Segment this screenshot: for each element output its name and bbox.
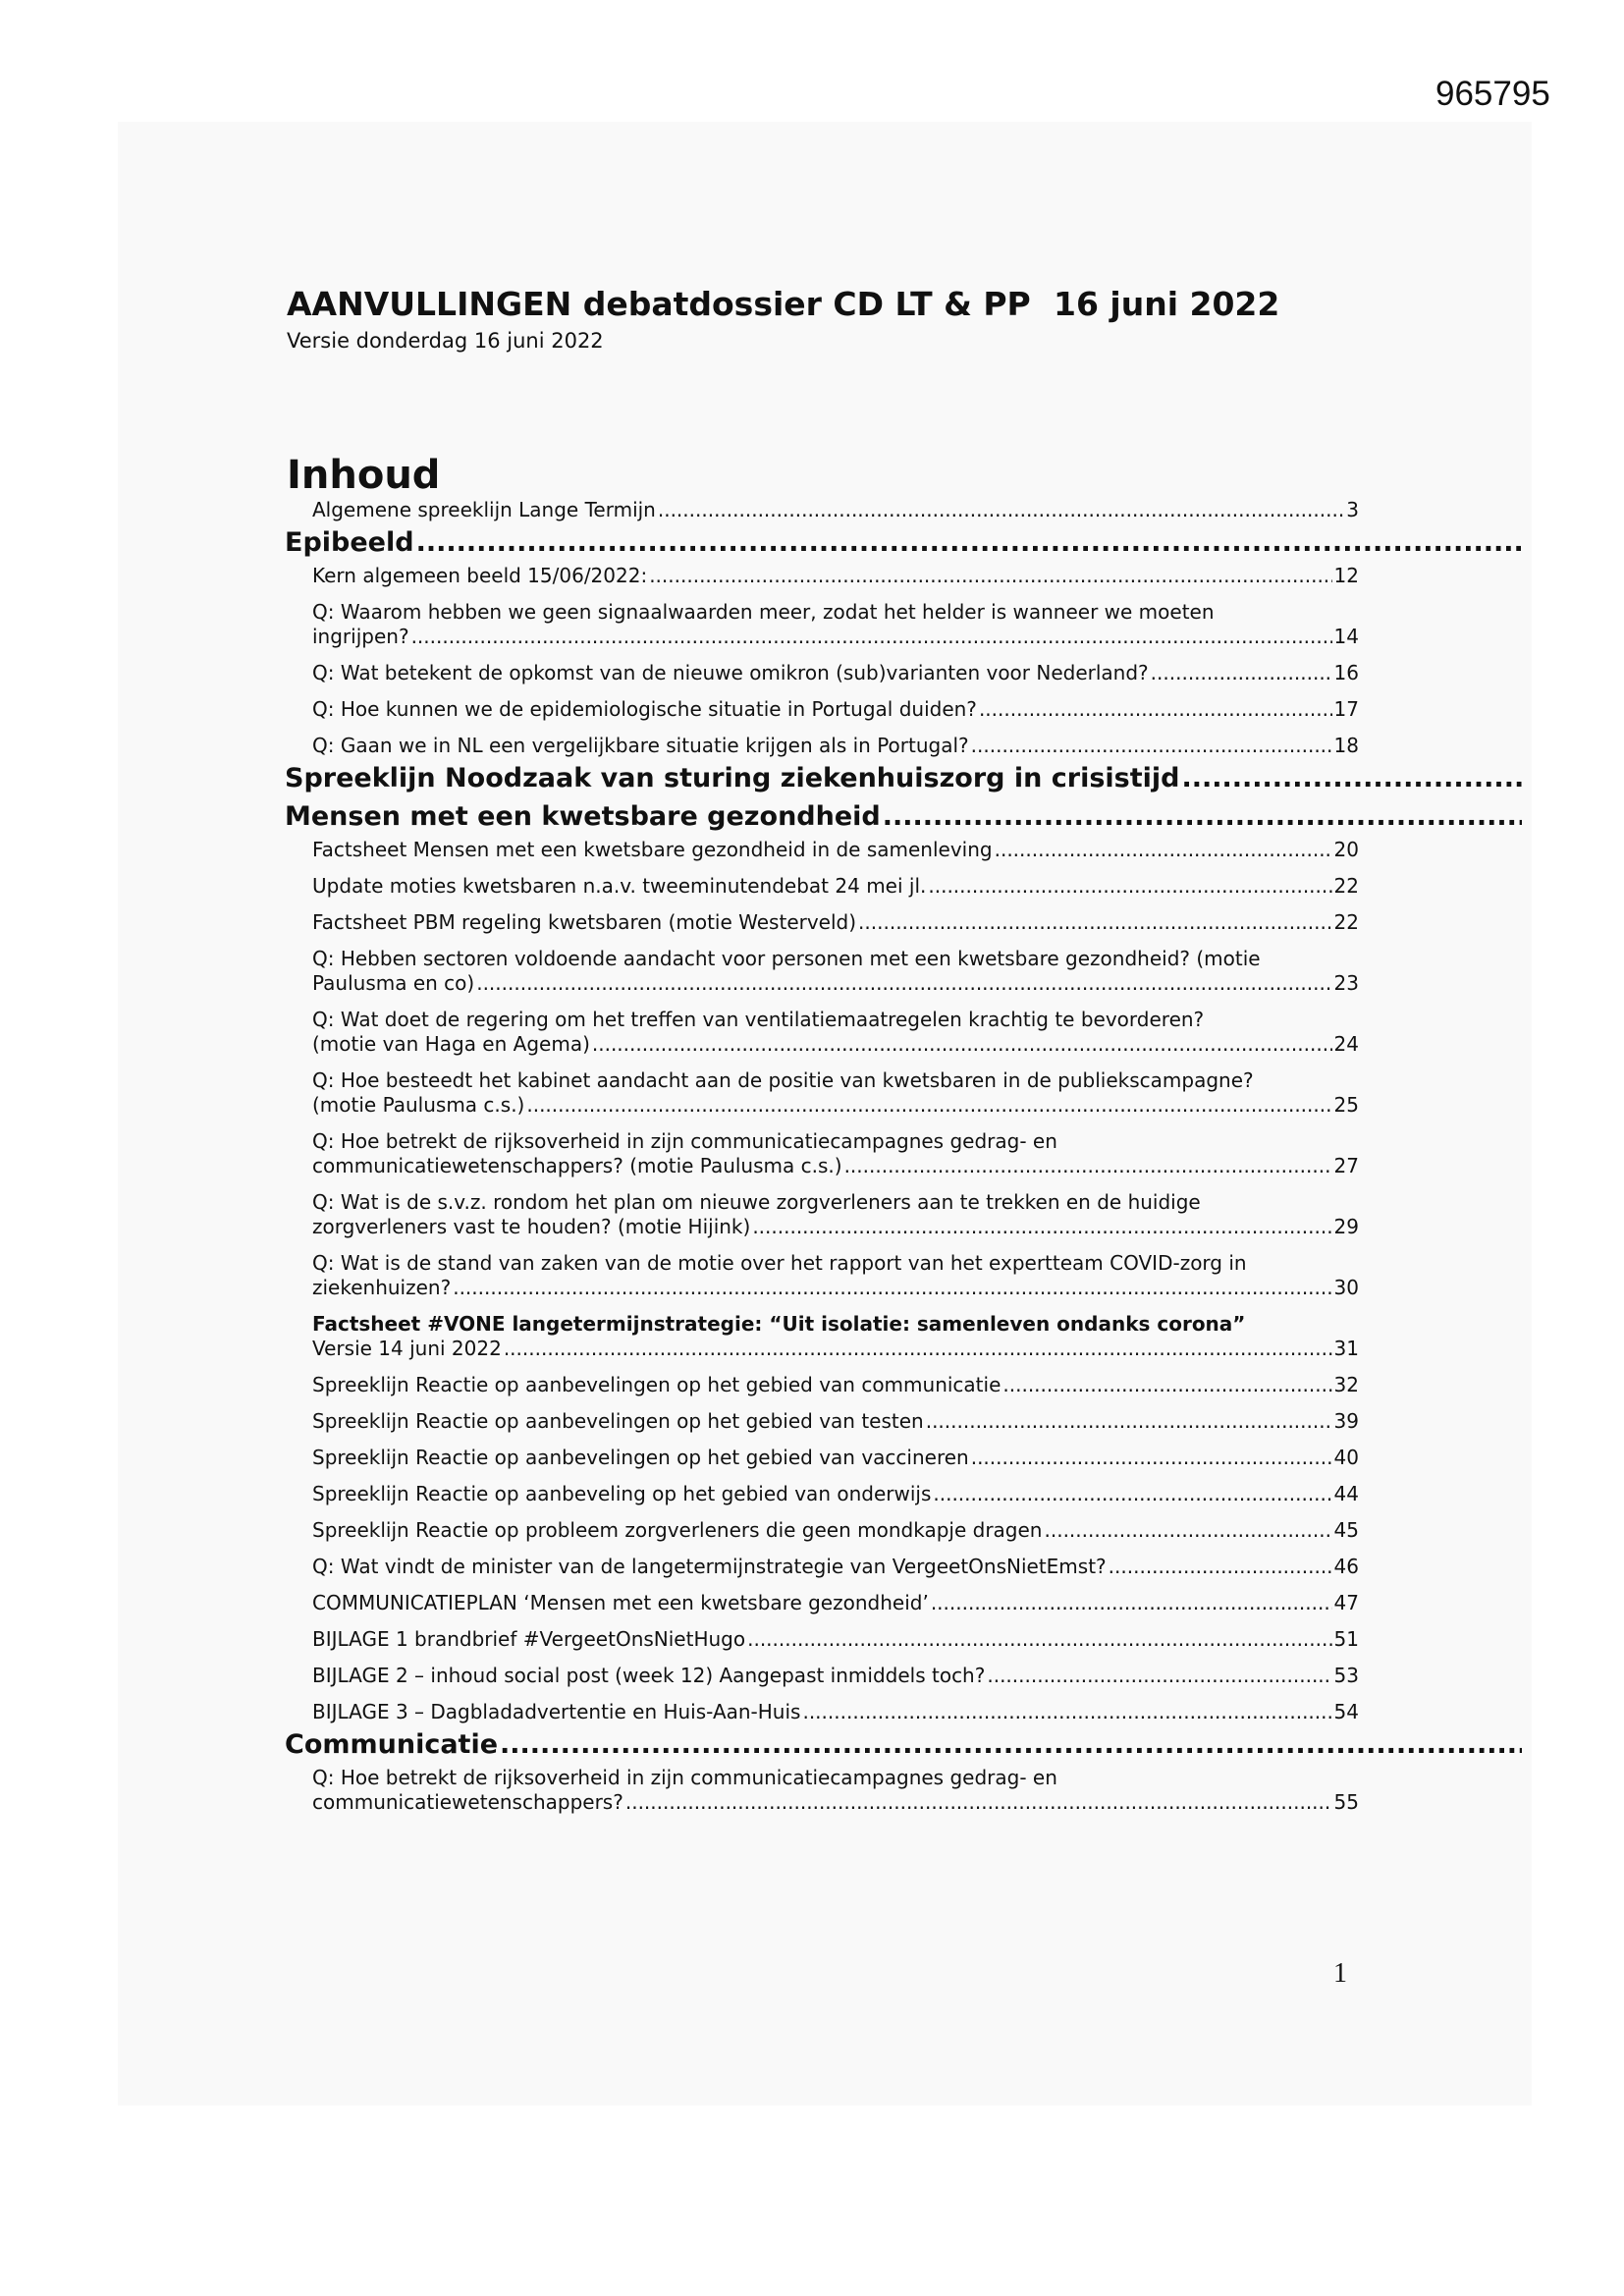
toc-entry[interactable] [312,1409,1359,1434]
toc-page-number: 30 [1333,1276,1359,1299]
toc-entry-text: Spreeklijn Reactie op probleem zorgverleners die geen mondkapje dragen [312,1518,1043,1542]
toc-entry-text: ingrijpen? [312,625,409,648]
dot-leader [526,1093,1331,1118]
title-text: AANVULLINGEN debatdossier CD LT & PP [287,285,1031,323]
toc-page-number: 16 [1333,661,1359,684]
toc-section[interactable] [285,525,1524,561]
dot-leader [504,1337,1332,1361]
dot-leader [971,734,1332,758]
toc-entry[interactable] [312,1518,1359,1543]
toc-page-number: 24 [1333,1032,1359,1056]
toc-entry-text: Update moties kwetsbaren n.a.v. tweeminutendebat 24 mei jl. [312,874,927,898]
toc-page-number: 47 [1333,1591,1359,1614]
dot-leader [995,838,1332,862]
document-number: 965795 [1435,75,1550,113]
toc-page-number: 51 [1333,1627,1359,1651]
toc-entry[interactable] [312,1482,1359,1506]
toc-entry-text: BIJLAGE 2 – inhoud social post (week 12) Aangepast inmiddels toch? [312,1664,986,1687]
toc-entry-text: Epibeeld [285,527,414,558]
toc-entry[interactable] [312,734,1359,758]
toc-entry-line1: Q: Hoe betrekt de rijksoverheid in zijn communicatiecampagnes gedrag- en [312,1129,1057,1153]
toc-entry-text: Kern algemeen beeld 15/06/2022: [312,564,648,587]
toc-page-number: 22 [1333,874,1359,898]
dot-leader [1002,1373,1331,1397]
toc-entry-text: BIJLAGE 1 brandbrief #VergeetOnsNietHugo [312,1627,746,1651]
dot-leader [752,1215,1331,1239]
toc-entry[interactable] [312,1591,1359,1615]
toc-entry[interactable] [312,1008,1359,1057]
toc-entry-line1: Factsheet #VONE langetermijnstrategie: “Uit isolatie: samenleven ondanks corona” [312,1312,1246,1336]
toc-entry[interactable] [312,661,1359,685]
page-number: 1 [1333,1958,1347,1989]
toc-entry-text: communicatiewetenschappers? (motie Paulusma c.s.) [312,1154,842,1177]
toc-entry[interactable] [312,1700,1359,1724]
version-line: Versie donderdag 16 juni 2022 [287,329,604,353]
toc-entry-text: COMMUNICATIEPLAN ‘Mensen met een kwetsbare gezondheid’ [312,1591,929,1614]
toc-entry-text: Factsheet PBM regeling kwetsbaren (motie Westerveld) [312,910,857,934]
dot-leader [971,1446,1332,1470]
dot-leader [411,625,1332,649]
toc-page-number: 29 [1333,1215,1359,1238]
toc-page-number: 31 [1333,1337,1359,1360]
toc-page-number: 12 [1333,564,1359,587]
toc-entry-text: Q: Hoe kunnen we de epidemiologische situatie in Portugal duiden? [312,697,977,721]
document-title [287,285,1278,324]
toc-entry[interactable] [312,910,1359,935]
dot-leader [747,1627,1331,1652]
toc-page-number: 45 [1333,1518,1359,1542]
toc-entry[interactable] [312,1627,1359,1652]
dot-leader [844,1154,1332,1178]
dot-leader [592,1032,1332,1057]
toc-page-number: 17 [1333,697,1359,721]
toc-page-number: 23 [1333,971,1359,995]
toc-entry-text: Spreeklijn Reactie op aanbevelingen op het gebied van testen [312,1409,924,1433]
toc-entry-line1: Q: Wat doet de regering om het treffen van ventilatiemaatregelen krachtig te bevorderen? [312,1008,1205,1031]
dot-leader [858,910,1332,935]
toc-section[interactable] [285,799,1524,835]
toc-entry-text: Spreeklijn Noodzaak van sturing ziekenhuiszorg in crisistijd [285,763,1180,793]
toc-entry-text: Mensen met een kwetsbare gezondheid [285,801,881,832]
toc-entry[interactable] [312,947,1359,996]
dot-leader [926,1409,1332,1434]
toc-page-number: 14 [1333,625,1359,648]
dot-leader [979,697,1332,722]
dot-leader [1109,1555,1332,1579]
dot-leader [625,1790,1332,1815]
toc-entry-text: Spreeklijn Reactie op aanbeveling op het gebied van onderwijs [312,1482,932,1505]
toc-page-number: 27 [1333,1154,1359,1177]
toc-entry[interactable] [312,838,1359,862]
toc-entry[interactable] [312,1555,1359,1579]
toc-entry[interactable] [312,1129,1359,1178]
toc-entry[interactable] [312,600,1359,649]
toc-entry-text: communicatiewetenschappers? [312,1790,623,1814]
toc-entry-text: Communicatie [285,1729,499,1760]
toc-page-number: 32 [1333,1373,1359,1396]
dot-leader [883,799,1522,835]
toc-entry[interactable] [312,498,1359,522]
dot-leader [1181,761,1522,796]
toc-entry[interactable] [312,1373,1359,1397]
dot-leader [987,1664,1331,1688]
toc-page-number: 20 [1333,838,1359,861]
toc-page-number: 44 [1333,1482,1359,1505]
toc-entry-text: Paulusma en co) [312,971,475,995]
toc-page-number: 18 [1333,734,1359,757]
toc-entry-line1: Q: Hoe betrekt de rijksoverheid in zijn communicatiecampagnes gedrag- en [312,1766,1057,1789]
toc-entry-text: Algemene spreeklijn Lange Termijn [312,498,656,521]
dot-leader [500,1727,1522,1763]
toc-entry[interactable] [312,1664,1359,1688]
toc-entry[interactable] [312,1068,1359,1118]
toc-entry-text: (motie Paulusma c.s.) [312,1093,525,1117]
dot-leader [453,1276,1331,1300]
dot-leader [1045,1518,1332,1543]
toc-section[interactable] [285,761,1524,796]
toc-page-number: 3 [1346,498,1359,521]
toc-entry-text: zorgverleners vast te houden? (motie Hijink) [312,1215,751,1238]
toc-page-number: 39 [1333,1409,1359,1433]
toc-entry[interactable] [312,1446,1359,1470]
toc-page-number: 55 [1333,1790,1359,1814]
toc-entry-text: Q: Gaan we in NL een vergelijkbare situatie krijgen als in Portugal? [312,734,969,757]
toc-page-number: 25 [1333,1093,1359,1117]
dot-leader [931,1591,1332,1615]
toc-entry[interactable] [312,697,1359,722]
dot-leader [933,1482,1331,1506]
toc-entry[interactable] [312,1251,1359,1300]
toc-entry[interactable] [312,1312,1359,1361]
toc-entry[interactable] [312,1190,1359,1239]
toc-page-number: 54 [1333,1700,1359,1723]
toc-entry-text: (motie van Haga en Agema) [312,1032,590,1056]
toc-page-number: 22 [1333,910,1359,934]
dot-leader [928,874,1331,899]
toc-entry-text: BIJLAGE 3 – Dagbladadvertentie en Huis-Aan-Huis [312,1700,801,1723]
toc-page-number: 53 [1333,1664,1359,1687]
title-date: 16 juni 2022 [1054,285,1280,323]
toc-entry-text: Q: Wat vindt de minister van de langetermijnstrategie van VergeetOnsNietEmst? [312,1555,1107,1578]
toc-entry-text: Spreeklijn Reactie op aanbevelingen op het gebied van vaccineren [312,1446,969,1469]
toc-entry-line1: Q: Waarom hebben we geen signaalwaarden meer, zodat het helder is wanneer we moeten [312,600,1215,624]
dot-leader [802,1700,1331,1724]
toc-entry-line1: Q: Wat is de s.v.z. rondom het plan om nieuwe zorgverleners aan te trekken en de huidige [312,1190,1201,1214]
toc-entry-text: Versie 14 juni 2022 [312,1337,502,1360]
table-of-contents [285,498,1532,1815]
toc-page-number: 46 [1333,1555,1359,1578]
toc-entry-line1: Q: Wat is de stand van zaken van de motie over het rapport van het expertteam COVID-zorg in [312,1251,1247,1275]
dot-leader [476,971,1331,996]
dot-leader [649,564,1331,588]
toc-entry[interactable] [312,564,1359,588]
dot-leader [416,525,1522,561]
toc-page-number: 40 [1333,1446,1359,1469]
toc-entry-line1: Q: Hoe besteedt het kabinet aandacht aan de positie van kwetsbaren in de publiekscampagne? [312,1068,1254,1092]
dot-leader [1151,661,1332,685]
toc-entry-text: Factsheet Mensen met een kwetsbare gezondheid in de samenleving [312,838,993,861]
dot-leader [658,498,1344,522]
toc-entry-text: Spreeklijn Reactie op aanbevelingen op het gebied van communicatie [312,1373,1001,1396]
toc-entry-text: Q: Wat betekent de opkomst van de nieuwe omikron (sub)varianten voor Nederland? [312,661,1149,684]
toc-section[interactable] [285,1727,1524,1763]
toc-entry[interactable] [312,874,1359,899]
toc-entry-line1: Q: Hebben sectoren voldoende aandacht voor personen met een kwetsbare gezondheid? (motie [312,947,1261,970]
toc-heading: Inhoud [287,453,441,498]
toc-entry-text: ziekenhuizen? [312,1276,452,1299]
toc-entry[interactable] [312,1766,1359,1815]
